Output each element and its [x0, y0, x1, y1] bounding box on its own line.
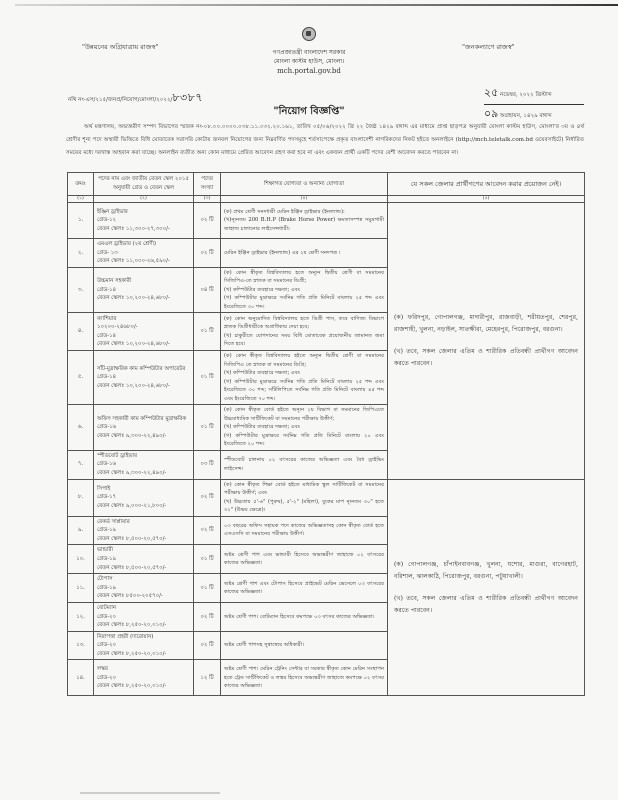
post-pay-scale: বেতন স্কেলঃ ১০,২০০-২৪,৬৮০/- — [97, 383, 170, 390]
qualification-item: অষ্টম শ্রেণী পাশ এবং টোপাস হিসেবে প্রাইভেট মেরিন ভেসেলে ০৩ বৎসরের কাজের অভিজ্ঞতা। — [224, 580, 384, 596]
post-pay-scale: বেতন স্কেলঃ ৯,৩০০-২২,৪৯০/- — [97, 469, 167, 476]
notice-intro: অর্থ মন্ত্রণালয়, অভ্যন্তরীণ সম্পদ বিভাগের স্মারক নং-০৮.০০.০০০০.০৩৮.১১.০৩২.২০.১৬১, তারিখ ০৫/০৬/২০২২ খ্রি ২২ জৈষ্ঠ ১৪২৯ বঙ্গাব্দ এর মাধ্যমে প্রাপ্ত ছাড়পত্র অনুযায়ী মোংলা কাস্টম হাউস, মোংলা'র ৩য় ও ৪র্থ শ্রেণীর শূন্য পদে অস্থায়ী ভিত্তিতে বিধি মোতাবেক সরাসরি কোটায় জনবল নিয়োগের জন্য নিম্নবর্ণিত পদসমূহে শর্তসাপেক্ষে প্রকৃত বাংলাদেশী নাগরিকদের নিকট হইতে অনলাইনে (http://mch.teletalk.com.bd ওয়েবসাইটে) নির্ধারিত সময়ের মধ্যে দরখাস্ত আহবান করা যাচ্ছে। অনলাইন ব্যতীত অন্য কোন মাধ্যমে প্রেরিত আবেদন গ্রহণ করা হবে না এবং একজন প্রার্থী একটি পদের বেশী আবেদন করতে পারবেন না। — [66, 124, 584, 156]
post-cell — [94, 660, 194, 696]
post-cell — [94, 450, 194, 479]
post-name: বোটম্যান — [97, 604, 117, 611]
post-grade: গ্রেড-১৯ — [97, 555, 117, 562]
col-num: (৫) — [388, 196, 585, 203]
qualification-item: (ক) কোন স্বীকৃত শিক্ষা বোর্ড হইতে মাধ্যমিক স্কুল সার্টিফিকেট বা সমমানের পরীক্ষায় উত্তীর্ণ; এবং — [224, 481, 384, 497]
post-cell — [94, 602, 194, 631]
gov-name: গণপ্রজাতন্ত্রী বাংলাদেশ সরকার — [272, 49, 346, 56]
serial: ১০. — [68, 545, 94, 574]
post-pay-scale: বেতন স্কেলঃ ৮,৫০০-২০,৫৭০/- — [97, 535, 167, 542]
post-count: ০১ টি — [194, 405, 221, 451]
job-table — [67, 172, 585, 696]
post-cell — [94, 313, 194, 351]
post-name: এমএল ড্রাইভার (২য় শ্রেণী) — [97, 241, 157, 247]
post-cell — [94, 267, 194, 313]
qualification-cell — [221, 516, 388, 545]
post-grade: গ্রেড-১৯ — [97, 584, 117, 591]
post-cell — [94, 631, 194, 660]
qualification-item: (ক) প্রথম শ্রেণী সনদধারী মেরিন ইঞ্জিন ড্রাইভার (ইনল্যান্ড): — [224, 208, 345, 215]
qualification-item: অষ্টম শ্রেণী পাশসহ সুস্বাস্থ্যের অধিকারী। — [224, 642, 304, 649]
serial: ৩. — [68, 267, 94, 313]
scan-edge — [15, 4, 618, 6]
qualification-item: (খ) উচ্চতায় ৫'-৬" (পুরুষ), ৫'-২" (মহিলা), বুকের মাপ ন্যূনতম ৩০" হতে ৩২" (উভয় ক্ষেত্রে)। — [224, 498, 384, 514]
qualification-cell — [221, 545, 388, 574]
serial: ৪. — [68, 313, 94, 351]
post-grade: গ্রেড-১৬ — [97, 461, 117, 468]
qualification-cell — [221, 660, 388, 696]
slogan-right: "জনকল্যাণে রাজস্ব" — [462, 43, 515, 51]
qualification-item: (খ) কম্পিউটার ব্যবহারে দক্ষতা; এবং — [224, 286, 300, 293]
serial: ১. — [68, 203, 94, 239]
post-count: ০৩ টি — [194, 450, 221, 479]
post-name: নিরাপত্তা প্রহরী (দারোয়ান) — [97, 633, 154, 640]
post-pay-scale: বেতন স্কেলঃ ৯,৩০০-২২,৪৯০/- — [97, 432, 167, 439]
post-count: ০১ টি — [194, 313, 221, 351]
post-count: ০২ টি — [194, 239, 221, 268]
table-row — [68, 479, 585, 516]
post-grade: গ্রেড-১২ — [97, 217, 117, 224]
date-gregorian: নভেম্বর, ২০২২ খ্রিস্টাব্দ — [500, 92, 552, 98]
post-count: ০১ টি — [194, 574, 221, 603]
post-cell — [94, 516, 194, 545]
post-grade: গ্রেড- ১৩ — [97, 249, 118, 256]
post-pay-scale: বেতন স্কেলঃ ৮,৫০০-২০,৫৭০/- — [97, 564, 167, 571]
serial: ৮. — [68, 479, 94, 516]
col-qualification: শিক্ষাগত যোগ্যতা ও অন্যান্য যোগ্যতা — [221, 173, 388, 196]
qualification-item: মেরিন ইঞ্জিন ড্রাইভার (ইনল্যান্ড) এর ২য় শ্রেণী সনদপত্র । — [224, 249, 341, 256]
serial: ২. — [68, 239, 94, 268]
post-name: উচ্চমান সহকারী — [97, 278, 132, 285]
post-count: ০২ টি — [194, 516, 221, 545]
qualification-cell — [221, 602, 388, 631]
excluded-districts-group-2 — [388, 479, 585, 696]
post-count: ০১ টি — [194, 545, 221, 574]
exception-note: (খ) তবে, সকল জেলার এতিম ও শারীরিক প্রতিবন্ধী প্রার্থীগণ আবেদন করতে পারবেন। — [394, 347, 578, 367]
post-name: স্পীডবোট ড্রাইভার — [97, 452, 137, 459]
post-name: ইঞ্জিন ড্রাইভার — [97, 208, 128, 215]
qualification-item: অষ্টম শ্রেণী পাশ। বোটম্যান হিসেবে কমপক্ষে ০৩ বৎসর কাজের অভিজ্ঞতা। — [224, 613, 375, 620]
date-day: ২৫ — [484, 86, 499, 99]
memo-prefix: নথি নং-এস/২১৫/জনপ্র/নিয়োগ/মোংলা/২০২২/ — [68, 97, 173, 103]
qualification-cell — [221, 267, 388, 313]
qualification-item: (ক) কোন স্বীকৃত বোর্ড হইতে অন্যূন ২য় বিভাগ বা সমমানের জিপিএতে উচ্চমাধ্যমিক সার্টিফিকেট বা সমমানের পরীক্ষায় উত্তীর্ণ; — [224, 407, 384, 422]
qualification-item: (খ)ন্যূনতম 200 B.H.P (Brake Horse Power) ক্ষমতাসম্পন্ন সমুদ্রগামী জাহাজ চালানোর লাইসেন্সধারী। — [224, 217, 384, 232]
col-num: (১) — [68, 196, 94, 203]
post-count: ০২ টি — [194, 203, 221, 239]
post-count: ০৪ টি — [194, 267, 221, 313]
date-bn-day: ০৯ — [484, 107, 499, 120]
post-name: সিপাই — [97, 485, 111, 492]
post-grade: গ্রেড-২০ — [97, 674, 117, 681]
government-seal-icon — [302, 27, 316, 41]
col-num: (২) — [94, 196, 194, 203]
date-bengali: অগ্রহায়ন, ১৪২৯ বঙ্গাব্দ — [500, 113, 552, 119]
post-name: ভান্ডারী — [97, 547, 113, 554]
page-footer — [80, 792, 220, 794]
post-grade: গ্রেড-১৭ — [97, 494, 117, 501]
serial: ১৩. — [68, 631, 94, 660]
serial: ১২. — [68, 602, 94, 631]
col-num: (৪) — [221, 196, 388, 203]
qualification-cell — [221, 574, 388, 603]
office-name: মোংলা কাস্টম হাউস, মোংলা। — [273, 58, 345, 65]
qualification-item: (খ) কম্পিউটার ব্যবহারে দক্ষতা; এবং — [224, 424, 300, 431]
qualification-item: (খ) চাকুরীতে যোগদানের সময় বিধি মোতাবেক প্রয়োজনীয় জামানত জমা দিতে হবে। — [224, 332, 384, 348]
qualification-cell — [221, 450, 388, 479]
slogan-left: "উন্নয়নের অগ্রিযাত্রায় রাজস্ব" — [82, 43, 159, 51]
post-name: রেকর্ড সাপ্লায়ার — [97, 518, 130, 525]
post-name: সাঁট-মুদ্রাক্ষরিক কাম কম্পিউটার অপারেটর — [97, 365, 186, 372]
post-pay-scale: বেতন স্কেলঃ ৯,০০০-২১,৮০০/- — [97, 502, 167, 509]
post-count: ০২ টি — [194, 602, 221, 631]
qualification-item: (ক) কোন স্বীকৃত বিশ্ববিদ্যালয় হতে অন্যূন দ্বিতীয় শ্রেণী বা সমমানের সিজিপিএ-তে স্নাতক বা সমমানের ডিগ্রী; — [224, 269, 384, 285]
post-grade: গ্রেড-১৪ — [97, 332, 117, 339]
qualification-item: অষ্টম শ্রেণী পাশ এবং ভান্ডারী হিসেবে অভ্যন্তরীণ জাহাজে ০২ বৎসরের কাজের অভিজ্ঞতা। — [224, 551, 384, 567]
qualification-item: (গ) কম্পিউটার মুদ্রাক্ষরে সর্বনিম্ন গতি প্রতি মিনিটে বাংলায় ২৫ শব্দ এবং ইংরেজিতে ৩০ শব্দ; সাঁটলিপিতে সর্বনিম্ন গতি প্রতি মিনিটে বাংলায় ৪৫ শব্দ এবং ইংরেজিতে ৭০ শব্দ। — [224, 378, 384, 402]
notice-title: "নিয়োগ বিজ্ঞপ্তি" — [273, 106, 345, 117]
table-row — [68, 203, 585, 239]
exception-note: (খ) তবে, সকল জেলার এতিম ও শারীরিক প্রতিবন্ধী প্রার্থীগণ আবেদন করতে পারবেন। — [394, 594, 578, 614]
post-pay-scale: বেতন স্কেলঃ ১১,০০০-২৬,৫৯০/- — [97, 258, 170, 265]
serial: ৫. — [68, 351, 94, 405]
post-grade: গ্রেড-১৪ — [97, 374, 117, 381]
post-pay-scale: বেতন স্কেলঃ ৮৫০০-২০৫৭০/- — [97, 593, 163, 600]
post-count: ০২ টি — [194, 479, 221, 516]
qualification-item: অষ্টম শ্রেণী পাশ। মেরিন ট্রেনিং সেন্টার বা সরকার স্বীকৃত কোন মেরিন সংস্থাপন হতে ট্রেড সার্টিফিকেট ও লস্কর হিসেবে অভ্যন্তরীণ জাহাজে কমপক্ষে ০২ বৎসর কাজের অভিজ্ঞতা। — [224, 666, 384, 690]
qualification-cell — [221, 351, 388, 405]
col-count: পদের সংখ্যা — [194, 173, 221, 196]
col-districts: যে সকল জেলার প্রার্থীগণের আবেদন করার প্রয়োজন নেই। — [388, 173, 585, 196]
serial: ১৪. — [68, 660, 94, 696]
qualification-item: (ক) কোন স্বীকৃত বিশ্ববিদ্যালয় হইতে অন্যূন দ্বিতীয় শ্রেণী বা সমমানের সিজিপিএ তে স্নাতক বা সমমানের ডিগ্রি; — [224, 353, 384, 368]
qualification-cell — [221, 405, 388, 451]
qualification-item: স্পীডবোট চালনায় ০২ বৎসরের কাজের অভিজ্ঞতা এবং বৈধ ড্রাইভিং লাইসেন্স। — [224, 457, 384, 472]
serial: ৬. — [68, 405, 94, 451]
post-grade: গ্রেড-১৬ — [97, 424, 117, 431]
post-grade: গ্রেড-১৪ — [97, 286, 117, 293]
serial: ১১. — [68, 574, 94, 603]
col-serial: ক্রমঃ — [68, 173, 94, 196]
qualification-cell — [221, 239, 388, 268]
post-pay-scale: বেতন স্কেলঃ ৮,২৫০-২০,০১০/- — [97, 622, 167, 629]
post-pay-scale: বেতন স্কেলঃ ১১,৩০০-২৭,৩০০/- — [97, 225, 170, 232]
qualification-item: (ক) কোন অনুমোদিত বিশ্ববিদ্যালয় হতে ডিগ্রী পাস, তবে বাণিজ্য বিভাগে স্নাতক ডিগ্রীধারীকে অগ্রাধিকার দেয়া হবে; — [224, 315, 384, 331]
excluded-districts-group-1 — [388, 203, 585, 480]
memo-handwritten-number: ৮৩৮৭ — [172, 91, 203, 104]
post-pay-scale: বেতন স্কেলঃ ১০,২০০-২৪,৬৮০/- — [97, 341, 170, 348]
post-grade: ১০২০০-২৪৬৮০/- — [97, 324, 138, 331]
website: mch.portal.gov.bd — [277, 67, 341, 75]
post-count: ১২ টি — [194, 660, 221, 696]
post-cell — [94, 405, 194, 451]
post-cell — [94, 351, 194, 405]
qualification-item: ০৩ বছরের অফিস সহায়ক পদে কাজের অভিজ্ঞতাসহ কোন স্বীকৃত বোর্ড হতে এসএসসি বা সমমানের পরীক্ষায় উত্তীর্ণ। — [224, 522, 384, 538]
post-count: ০২ টি — [194, 631, 221, 660]
serial: ৯. — [68, 516, 94, 545]
post-grade: গ্রেড-২০ — [97, 613, 117, 620]
post-name: ক্যাশিয়ার — [97, 315, 117, 322]
qualification-cell — [221, 203, 388, 239]
qualification-cell — [221, 479, 388, 516]
post-name: টোপাস — [97, 576, 113, 583]
post-count: ০১ টি — [194, 351, 221, 405]
column-numbers — [68, 196, 585, 203]
post-name: অফিস সহকারী কাম কম্পিউটার মুদ্রাক্ষরিক — [97, 415, 187, 422]
post-cell — [94, 203, 194, 239]
post-pay-scale: বেতন স্কেলঃ ১০,২০০-২৪,৬৮০/- — [97, 295, 170, 302]
post-cell — [94, 545, 194, 574]
post-pay-scale: বেতন স্কেলঃ ৮,২৫০-২০,০১০/- — [97, 683, 167, 690]
qualification-item: (খ) কম্পিউটার ব্যবহারে দক্ষতা; এবং — [224, 370, 300, 377]
post-grade: গ্রেড-২০ — [97, 642, 117, 649]
post-pay-scale: বেতন স্কেলঃ ৮,২৫০-২০,০১০/- — [97, 650, 167, 657]
post-name: লস্কর — [97, 666, 108, 673]
post-cell — [94, 574, 194, 603]
col-num: (৩) — [194, 196, 221, 203]
post-grade: গ্রেড-১৯ — [97, 527, 117, 534]
qualification-item: (গ) কম্পিউটার মুদ্রাক্ষরে সর্বনিম্ন গতি প্রতি মিনিটে বাংলায় ২৫ শব্দ এবং ইংরেজিতে ৩০ শব্দ। — [224, 295, 384, 310]
table-header — [68, 173, 585, 196]
qualification-cell — [221, 313, 388, 351]
post-cell — [94, 239, 194, 268]
excluded-districts: (ক) ফরিদপুর, গোপালগঞ্জ, মাদারীপুর, রাজবাড়ী, শরীয়তপুর, শেরপুর, রাজশাহী, খুলনা, নড়াইল, সাতক্ষীরা, মেহেরপুর, পিরোজপুর, বরগুনা। — [394, 313, 578, 333]
excluded-districts: (ক) গোপালগঞ্জ, চাঁপাইনবাবগঞ্জ, খুলনা, যশোর, মাগুরা, বাগেরহাট, বরিশাল, ঝালকাঠি, পিরোজপুর, বরগুনা, পটুয়াখালী। — [394, 560, 578, 580]
serial: ৭. — [68, 450, 94, 479]
col-post: পদের নাম এবং জাতীয় বেতন স্কেল ২০১৫ অনুযায়ী গ্রেড ও বেতন স্কেল — [94, 173, 194, 196]
post-cell — [94, 479, 194, 516]
qualification-cell — [221, 631, 388, 660]
qualification-item: (গ) কম্পিউটার মুদ্রাক্ষরে সর্বনিম্ন গতি প্রতি মিনিটে বাংলায় ২০ এবং ইংরেজিতে ২০ শব্দ। — [224, 432, 384, 448]
